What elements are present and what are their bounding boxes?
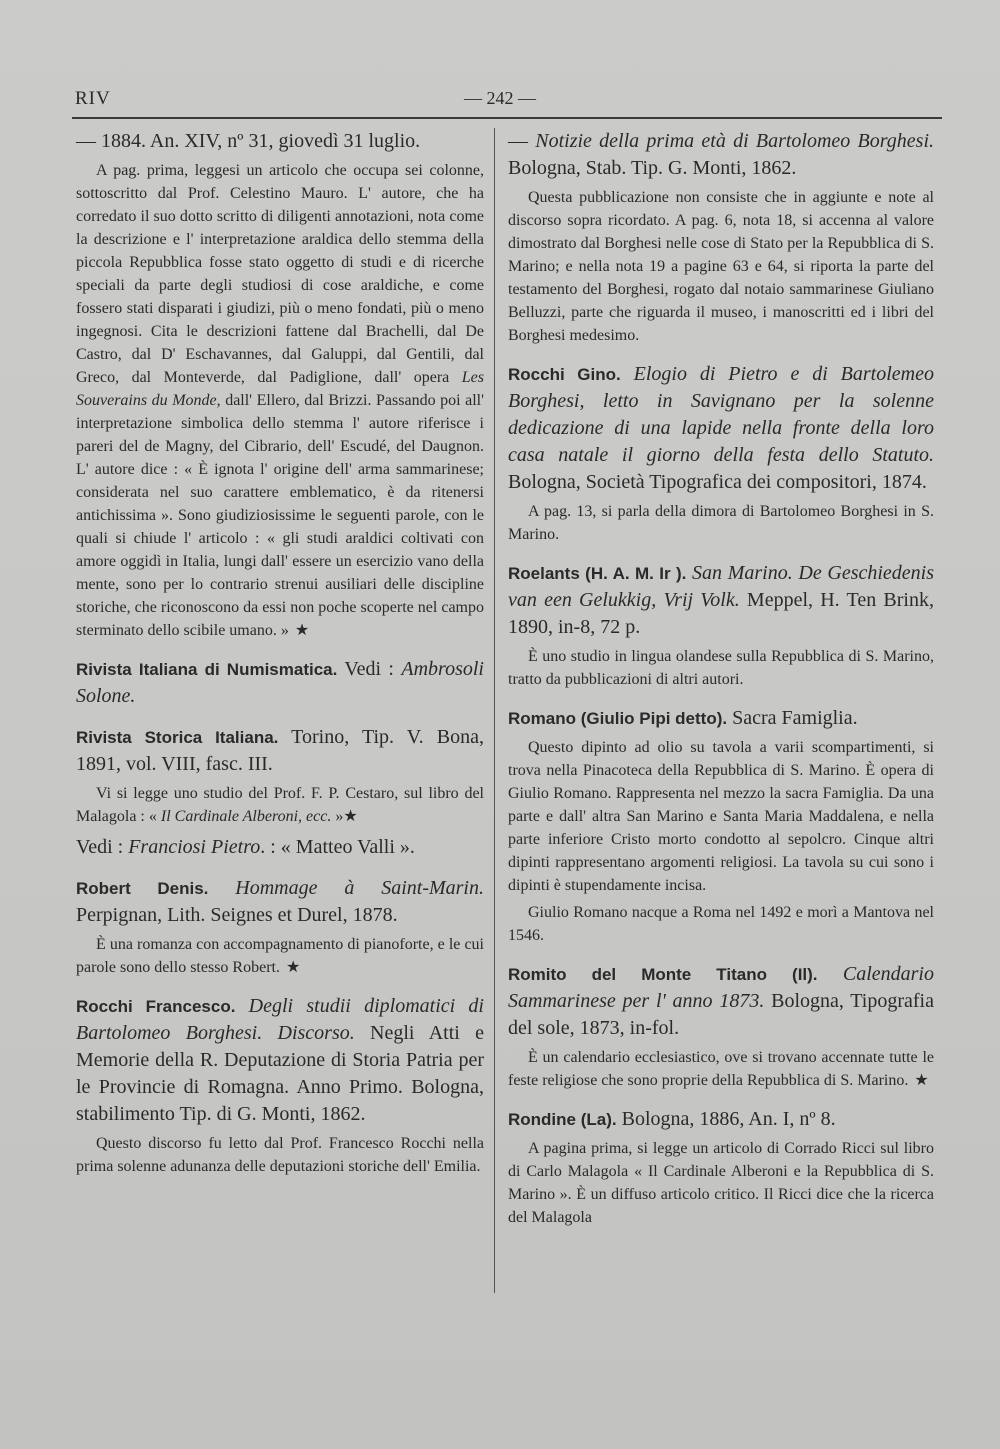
body-text: È una romanza con accompagnamento di pianoforte, e le cui parole sono dello stesso Robert.: [76, 936, 484, 976]
entry-text: Bologna, Tipografia del sole, 1873, in-fol.: [508, 990, 934, 1039]
entry-heading: [508, 961, 934, 1042]
entry-rondine: [508, 1106, 934, 1229]
entry-name: Rocchi Francesco.: [76, 997, 236, 1016]
entry-rocchi-gino: [508, 361, 934, 546]
entry-prefix: —: [508, 130, 536, 152]
star-icon: ★: [294, 622, 310, 639]
star-icon: ★: [285, 959, 301, 976]
entry-italic: Ambrosoli Solone.: [76, 658, 484, 707]
entry-heading: [508, 560, 934, 641]
entry-name: Romito del Monte Titano (Il).: [508, 965, 818, 984]
entry-text: Sacra Famiglia.: [727, 707, 858, 729]
body-text: A pag. prima, leggesi un articolo che occupa sei colonne, sottoscritto dal Prof. Celestino Mauro. L' autore, che ha corredato il suo dotto scritto di diligenti annotazioni, nota come la descrizione e l' interpretazione araldica dello stemma della piccola Repubblica fosse stato oggetto di studi e di ricerche speciali da parte degli studiosi di cose araldiche, e come fossero stati disparati i giudizi, più o meno fondati, più o meno ingegnosi. Cita le descrizioni fattene dal Brachelli, dal De Castro, dal D' Eschavannes, dal Galuppi, dal Gentili, dal Greco, dal Monteverde, dal Padiglione, dall' opera: [76, 162, 484, 386]
entry-heading: [76, 993, 484, 1128]
entry-rivista-numismatica: [76, 656, 484, 710]
entry-robert-denis: [76, 875, 484, 979]
entry-body: [508, 1046, 934, 1092]
entry-text: Negli Atti e Memorie della R. Deputazione di Storia Patria per le Provincie di Romagna. Anno Primo. Bologna, stabilimento Tip. di G. Monti, 1862.: [76, 1022, 484, 1125]
see-italic: Franciosi Pietro: [128, 836, 261, 858]
entry-text: Meppel, H. Ten Brink, 1890, in-8, 72 p.: [508, 589, 934, 638]
body-italic: Il Cardinale Alberoni, ecc.: [160, 808, 332, 825]
see-prefix: Vedi :: [76, 836, 129, 858]
entry-name: Rivista Storica Italiana.: [76, 728, 279, 747]
see-reference: [76, 834, 484, 861]
entry-text: Bologna, Società Tipografica dei compositori, 1874.: [508, 471, 927, 493]
left-column: [76, 128, 484, 1192]
body-text: Vi si legge uno studio del Prof. F. P. Cestaro, sul libro del Malagola : «: [76, 785, 484, 825]
body-text-cont: , dall' Ellero, dal Brizzi. Passando poi all' interpretazione simbolica dello stemma l' autore riferisce i pareri del de Magny, del Cibrario, dell' Escudé, del Daugnon. L' autore dice : « È ignota l' origine dell' arma sammarinese; considerata nel suo carattere emblematico, è da ritenersi antichissima ». Sono giudiziosissime le seguenti parole, con le quali si chiude l' articolo : « gli studi araldici coltivati con amore oggidì in Italia, lungi dall' essere un esercizio vano della mente, sono per lo contrario strenui ausiliari delle discipline storiche, che riconoscono da essi non poche scoperte nel campo sterminato dello scibile umano. »: [76, 392, 485, 639]
entry-name: Rocchi Gino.: [508, 365, 621, 384]
entry-roelants: [508, 560, 934, 691]
entry-name: Rondine (La).: [508, 1110, 617, 1129]
body-end: »: [331, 808, 344, 825]
entry-text: Bologna, Stab. Tip. G. Monti, 1862.: [508, 157, 797, 179]
header-rule: [72, 117, 942, 119]
entry-heading: [76, 724, 484, 778]
entry-name: Roelants (H. A. M. Ir ).: [508, 564, 687, 583]
star-icon: ★: [343, 808, 358, 825]
entry-body: Questo discorso fu letto dal Prof. Francesco Rocchi nella prima solenne adunanza delle deputazioni storiche dell' Emilia.: [76, 1135, 484, 1175]
entry-heading: [508, 705, 934, 732]
entry-text: Bologna, 1886, An. I, nº 8.: [616, 1108, 836, 1130]
entry-rocchi-francesco: [76, 993, 484, 1178]
entry-heading: [508, 361, 934, 496]
entry-heading: [76, 656, 484, 710]
entry-text: Vedi :: [337, 658, 402, 680]
body-italic: Les Souverains du Monde: [76, 369, 485, 409]
entry-heading: [508, 128, 934, 182]
entry-text: Torino, Tip. V. Bona, 1891, vol. VIII, fasc. III.: [76, 726, 484, 775]
entry-body: A pag. 13, si parla della dimora di Bartolomeo Borghesi in S. Marino.: [508, 503, 934, 543]
entry-name: Rivista Italiana di Numismatica.: [76, 660, 338, 679]
entry-notizie: [508, 128, 934, 347]
star-icon: ★: [914, 1072, 929, 1089]
entry-body: Questo dipinto ad olio su tavola a varii scompartimenti, si trova nella Pinacoteca della Repubblica di S. Marino. È opera di Giulio Romano. Rappresenta nel mezzo la sacra Famiglia. Da una parte e dall' altra San Marino e Santa Maria Maddalena, e nella parte inferiore Cristo morto condotto al sepolcro. Cinque altri dipinti rappresentano argomenti religiosi. La tavola su cui sono i dipinti è stupendamente incisa.: [508, 739, 934, 894]
column-divider: [494, 128, 495, 1293]
entry-body-2: Giulio Romano nacque a Roma nel 1492 e morì a Mantova nel 1546.: [508, 904, 934, 944]
running-head: RIV: [75, 88, 111, 109]
entry-body: A pagina prima, si legge un articolo di Corrado Ricci sul libro di Carlo Malagola « Il Cardinale Alberoni e la Repubblica di S. Marino ». È un diffuso articolo critico. Il Ricci dice che la ricerca del Malagola: [508, 1140, 934, 1226]
see-suffix: . : « Matteo Valli ».: [260, 836, 415, 858]
entry-heading: — 1884. An. XIV, nº 31, giovedì 31 luglio.: [76, 130, 421, 152]
entry-name: Romano (Giulio Pipi detto).: [508, 709, 728, 728]
entry-rivista-storica: [76, 724, 484, 861]
entry-italic: Hommage à Saint-Marin.: [208, 877, 484, 899]
entry-romito: [508, 961, 934, 1092]
entry-body: È uno studio in lingua olandese sulla Repubblica di S. Marino, tratto da pubblicazioni di altri autori.: [508, 648, 934, 688]
entry-name: Robert Denis.: [76, 879, 209, 898]
entry-heading: [508, 1106, 934, 1133]
entry-text: Perpignan, Lith. Seignes et Durel, 1878.: [76, 904, 398, 926]
entry-body: [76, 782, 484, 828]
entry-body: Questa pubblicazione non consiste che in aggiunte e note al discorso sopra ricordato. A pag. 6, nota 18, si accenna al valore dimostrato dal Borghesi nelle cose di Stato per la Repubblica di S. Marino; e nella nota 19 a pagine 63 e 64, si riporta la parte del testamento del Borghesi, rogato dal notaio sammarinese Giuliano Belluzzi, parte che riguarda il museo, i manoscritti ed i libri del Borghesi medesimo.: [508, 189, 934, 344]
body-text: È un calendario ecclesiastico, ove si trovano accennate tutte le feste religiose che sono proprie della Repubblica di S. Marino.: [508, 1049, 934, 1089]
entry-romano: [508, 705, 934, 947]
right-column: [508, 128, 934, 1243]
entry-italic: San Marino. De Geschiedenis van een Gelukkig, Vrij Volk.: [508, 562, 935, 611]
entry-italic: Calendario Sammarinese per l' anno 1873.: [508, 963, 934, 1012]
entry-italic: Elogio di Pietro e di Bartolemeo Borghesi, letto in Savignano per la solenne dedicazione di una lapide nella fronte della loro casa natale il giorno della festa dello Statuto.: [508, 363, 934, 466]
entry-body: [76, 159, 484, 642]
entry-italic: Degli studii diplomatici di Bartolomeo Borghesi. Discorso.: [76, 995, 484, 1044]
entry-heading: [76, 875, 484, 929]
entry-body: [76, 933, 484, 979]
page-number: — 242 —: [464, 88, 536, 108]
entry-1884: [76, 128, 484, 642]
entry-italic: Notizie della prima età di Bartolomeo Borghesi.: [535, 130, 935, 152]
